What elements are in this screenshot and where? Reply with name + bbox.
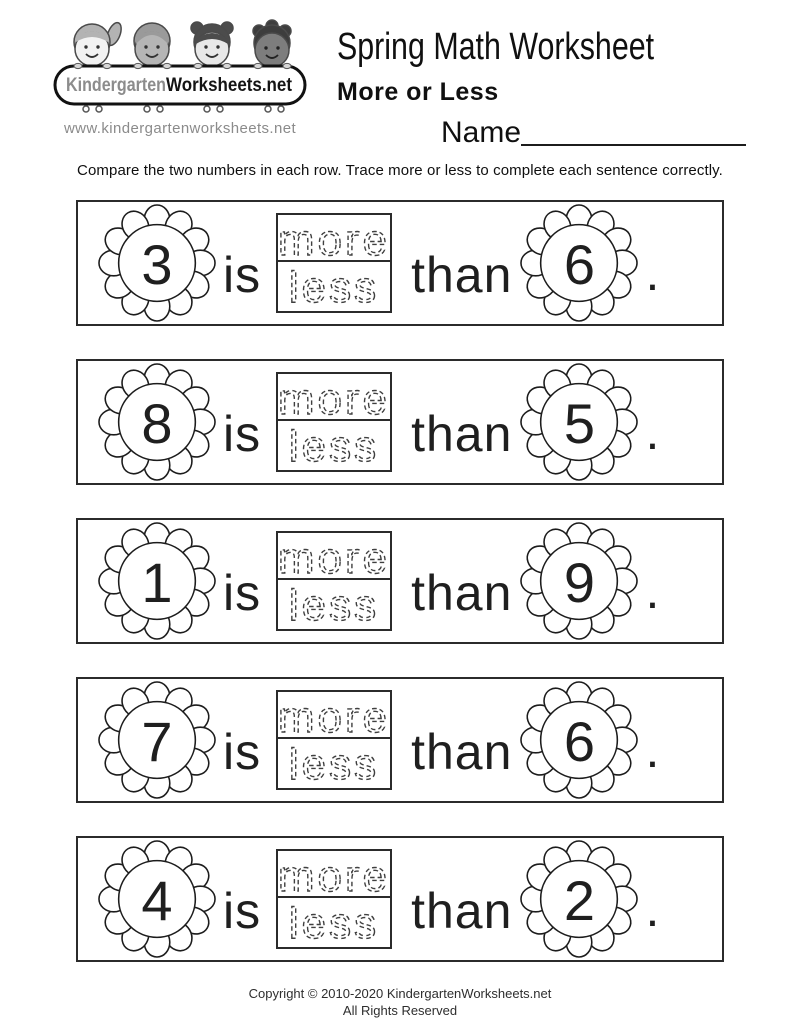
left-number: 1: [141, 550, 173, 614]
kids-logo-illustration: [52, 16, 308, 116]
word-is: is: [223, 565, 262, 621]
name-line: [441, 116, 746, 149]
trace-word-more: more: [278, 852, 391, 898]
word-than: than: [411, 406, 513, 462]
left-number: 7: [141, 709, 173, 773]
right-number: 5: [563, 391, 596, 455]
copyright-text: Copyright © 2010-2020 KindergartenWorksheets.net: [248, 986, 552, 1001]
flower-badge-right: [520, 840, 638, 958]
more-less-box: [276, 372, 392, 472]
flower-badge-right: [520, 363, 638, 481]
trace-word-less: less: [288, 740, 380, 786]
trace-less-cell[interactable]: [278, 580, 390, 627]
left-number: 4: [141, 868, 173, 932]
sentence-period: .: [645, 563, 660, 619]
trace-less-cell[interactable]: [278, 739, 390, 786]
kid-boy-gray: [134, 23, 170, 66]
trace-more-cell[interactable]: [278, 533, 390, 580]
trace-less-cell[interactable]: [278, 421, 390, 468]
trace-more-cell[interactable]: [278, 374, 390, 421]
instructions-text: Compare the two numbers in each row. Trace more or less to complete each sentence correctly.: [77, 162, 723, 179]
flower-badge-right: [520, 204, 638, 322]
word-is: is: [223, 406, 262, 462]
left-number: 3: [141, 232, 173, 296]
kid-girl-ponytail: [74, 21, 124, 66]
trace-word-less: less: [288, 899, 380, 945]
worksheet-row: [76, 359, 724, 485]
sentence-period: .: [645, 722, 660, 778]
right-number: 6: [563, 232, 596, 296]
worksheet-row: [76, 518, 724, 644]
trace-word-more: more: [278, 693, 391, 739]
more-less-box: [276, 213, 392, 313]
trace-word-more: more: [278, 375, 391, 421]
website-url: www.kindergartenworksheets.net: [63, 120, 297, 137]
trace-word-less: less: [288, 263, 380, 309]
flower-badge-left: [98, 363, 216, 481]
left-number: 8: [141, 391, 173, 455]
sentence-period: .: [645, 881, 660, 937]
word-than: than: [411, 883, 513, 939]
trace-more-cell[interactable]: [278, 692, 390, 739]
name-label: Name: [441, 116, 522, 149]
trace-more-cell[interactable]: [278, 851, 390, 898]
flower-badge-left: [98, 204, 216, 322]
trace-word-less: less: [288, 422, 380, 468]
page-title: Spring Math Worksheet: [337, 26, 655, 68]
rights-text: All Rights Reserved: [342, 1003, 458, 1018]
title-block: [337, 26, 777, 107]
kids-feet: [83, 106, 284, 112]
name-write-area[interactable]: [521, 144, 746, 146]
word-is: is: [223, 247, 262, 303]
trace-less-cell[interactable]: [278, 262, 390, 309]
sentence-period: .: [645, 245, 660, 301]
sentence-period: .: [645, 404, 660, 460]
word-than: than: [411, 724, 513, 780]
right-number: 2: [563, 868, 596, 932]
flower-badge-left: [98, 522, 216, 640]
more-less-box: [276, 531, 392, 631]
trace-word-more: more: [278, 534, 391, 580]
word-is: is: [223, 724, 262, 780]
kid-girl-pigtails: [191, 22, 233, 66]
site-logo: [50, 16, 310, 137]
logo-brand-black: Worksheets.net: [166, 75, 293, 96]
kid-boy-curly: [253, 20, 291, 67]
flower-badge-right: [520, 681, 638, 799]
page-subtitle: More or Less: [337, 78, 499, 106]
trace-more-cell[interactable]: [278, 215, 390, 262]
right-number: 9: [563, 550, 596, 614]
word-than: than: [411, 565, 513, 621]
trace-less-cell[interactable]: [278, 898, 390, 945]
flower-badge-left: [98, 840, 216, 958]
word-than: than: [411, 247, 513, 303]
worksheet-row: [76, 200, 724, 326]
trace-word-more: more: [278, 216, 391, 262]
more-less-box: [276, 690, 392, 790]
flower-badge-left: [98, 681, 216, 799]
trace-word-less: less: [288, 581, 380, 627]
logo-banner-text: [66, 75, 293, 96]
right-number: 6: [563, 709, 596, 773]
word-is: is: [223, 883, 262, 939]
worksheet-rows: [76, 200, 724, 962]
worksheet-row: [76, 836, 724, 962]
more-less-box: [276, 849, 392, 949]
flower-badge-right: [520, 522, 638, 640]
worksheet-row: [76, 677, 724, 803]
footer: [0, 986, 800, 1018]
logo-brand-gray: Kindergarten: [66, 75, 166, 96]
